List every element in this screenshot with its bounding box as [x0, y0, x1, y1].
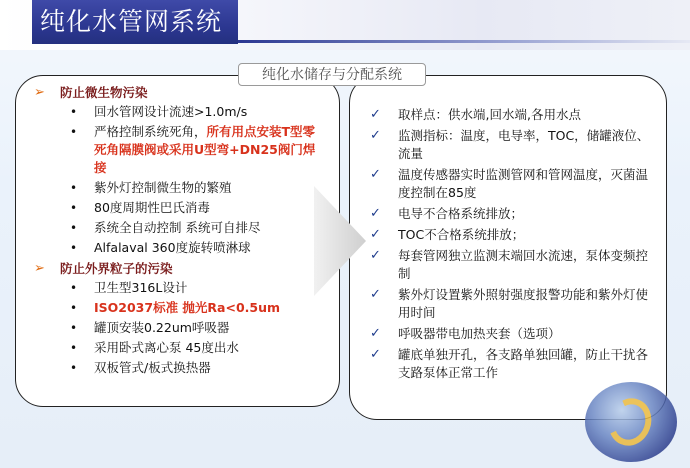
list-item [34, 103, 320, 121]
bullet-dot-icon: • [70, 221, 78, 235]
list-item [34, 219, 320, 237]
bullet-dot-icon: • [70, 281, 78, 295]
page-title: 纯化水管网系统 [32, 0, 238, 44]
list-item [370, 166, 655, 202]
item-text: 卫生型316L设计 [94, 280, 188, 295]
bullet-dot-icon: • [70, 201, 78, 215]
bullet-dot-icon: • [70, 181, 78, 195]
highlight-text: ISO2037标准 抛光Ra<0.5um [94, 300, 281, 315]
item-text: 罐底单独开孔，各支路单独回罐，防止干扰各支路泵体正常工作 [398, 347, 649, 380]
item-text: 每套管网独立监测末端回水流速，泵体变频控制 [398, 248, 649, 281]
bullet-dot-icon: • [70, 341, 78, 355]
bullet-dot-icon: • [70, 125, 78, 139]
item-text: 系统全自动控制 系统可自排尽 [94, 220, 261, 235]
list-item [370, 346, 655, 382]
item-text: 温度传感器实时监测管网和管网温度，灭菌温度控制在85度 [398, 167, 649, 200]
section-heading-text: 防止微生物污染 [60, 85, 148, 100]
list-item [370, 325, 655, 343]
header-divider [238, 40, 690, 43]
list-item [370, 106, 655, 124]
checkmark-icon: ✓ [370, 167, 381, 182]
arrowhead-icon: ➢ [34, 261, 45, 276]
bullet-dot-icon: • [70, 105, 78, 119]
list-item [34, 239, 320, 257]
item-text: TOC不合格系统排放； [398, 227, 525, 242]
highlight-text: 所有用点安装T型零死角隔膜阀或采用U型弯+DN25阀门焊接 [94, 124, 316, 175]
checkmark-icon: ✓ [370, 326, 381, 341]
list-item [370, 247, 655, 283]
item-text: 双板管式/板式换热器 [94, 360, 211, 375]
item-text: 电导不合格系统排放； [398, 206, 524, 221]
item-text: 监测指标：温度，电导率，TOC，储罐液位、流量 [398, 128, 650, 161]
list-item [34, 319, 320, 337]
list-item [34, 299, 320, 317]
item-text: 紫外灯控制微生物的繁殖 [94, 180, 232, 195]
list-item [34, 359, 320, 377]
item-text: 紫外灯设置紫外照射强度报警功能和紫外灯使用时间 [398, 287, 649, 320]
item-text: 采用卧式离心泵 45度出水 [94, 340, 239, 355]
bullet-dot-icon: • [70, 361, 78, 375]
item-text: 严格控制系统死角， [94, 124, 207, 139]
section-heading [34, 259, 320, 279]
item-text: 呼吸器带电加热夹套（选项） [398, 326, 561, 341]
checkmark-icon: ✓ [370, 227, 381, 242]
bullet-dot-icon: • [70, 321, 78, 335]
list-item [34, 339, 320, 357]
checkmark-icon: ✓ [370, 206, 381, 221]
logo-emblem-icon [585, 382, 677, 462]
item-text: 取样点：供水端,回水端,各用水点 [398, 107, 581, 122]
list-item [34, 123, 320, 177]
item-text: 回水管网设计流速>1.0m/s [94, 104, 248, 119]
item-text: 80度周期性巴氏消毒 [94, 200, 210, 215]
left-list [34, 83, 320, 379]
list-item [370, 226, 655, 244]
right-list [370, 106, 655, 385]
bullet-dot-icon: • [70, 241, 78, 255]
list-item [34, 279, 320, 297]
checkmark-icon: ✓ [370, 248, 381, 263]
list-item [370, 205, 655, 223]
section-heading-text: 防止外界粒子的污染 [60, 261, 173, 276]
checkmark-icon: ✓ [370, 107, 381, 122]
bullet-dot-icon: • [70, 301, 78, 315]
item-text: 罐顶安装0.22um呼吸器 [94, 320, 230, 335]
checkmark-icon: ✓ [370, 347, 381, 362]
item-text: Alfalaval 360度旋转喷淋球 [94, 240, 251, 255]
arrowhead-icon: ➢ [34, 85, 45, 100]
list-item [34, 179, 320, 197]
section-subtitle: 纯化水储存与分配系统 [238, 63, 426, 86]
list-item [370, 286, 655, 322]
section-heading [34, 83, 320, 103]
checkmark-icon: ✓ [370, 128, 381, 143]
logo-swirl [602, 392, 658, 451]
checkmark-icon: ✓ [370, 287, 381, 302]
list-item [34, 199, 320, 217]
list-item [370, 127, 655, 163]
